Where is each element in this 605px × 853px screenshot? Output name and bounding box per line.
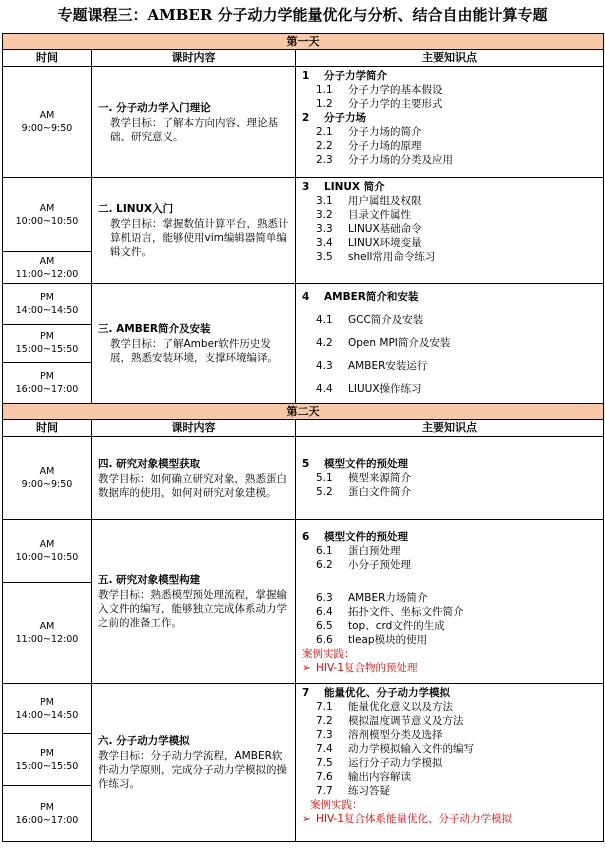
lesson-chapter: 二. LINUX入门 [98,203,174,215]
day1-header-row [3,34,604,50]
time-range: 10:00~10:50 [15,215,79,227]
knowledge-item: 5.2 蛋白文件简介 [316,486,411,498]
time-slot [3,684,92,734]
time-slot [3,786,92,842]
day1-row-1 [3,67,604,178]
time-slot [3,252,92,284]
knowledge-item: 7.2 模拟温度调节意义及方法 [316,715,464,727]
col-header-content: 课时内容 [92,50,296,67]
period: AM [39,110,55,121]
knowledge-item: 1.2 分子力学的主要形式 [316,98,443,110]
lesson-cell [92,437,296,520]
lesson-goal: 教学目标：熟悉模型预处理流程，掌握输入文件的编写，能够独立完成体系动力学之前的准备工作。 [98,589,287,629]
schedule-table [2,33,604,842]
knowledge-cell [296,520,604,583]
lesson-goal: 教学目标：分子动力学流程，AMBER软件动力学原则，完成分子动力学模拟的操作练习。 [98,750,287,790]
arrow-bullet-icon: ➢ [302,813,311,825]
knowledge-item: 6.3 AMBER力场简介 [316,591,428,604]
case-item: ➢ HIV-1复合体系能量优化、分子动力学模拟 [302,813,513,825]
lesson-goal: 教学目标：了解Amber软件历史发展，熟悉安装环境，支撑环境编译。 [110,338,278,364]
time-range: 15:00~15:50 [15,760,79,772]
day1-label: 第一天 [3,34,604,50]
time-slot [3,284,92,325]
time-range: 15:00~15:50 [15,344,79,356]
lesson-chapter: 六. 分子动力学模拟 [98,735,190,747]
knowledge-item: 3.5 shell常用命令练习 [316,251,436,263]
knowledge-cell [296,684,604,842]
period: AM [39,255,55,267]
knowledge-item: 3.3 LINUX基础命令 [316,223,422,235]
day1-column-headers [3,50,604,67]
knowledge-cell [296,67,604,178]
time-slot [3,437,92,520]
knowledge-section: 7 能量优化、分子动力学模拟 [302,687,450,699]
period: PM [40,696,54,708]
case-item: ➢ HIV-1复合物的预处理 [302,661,418,674]
day2-row-4 [3,684,604,734]
lesson-goal: 教学目标：了解本方向内容、理论基础、研究意义。 [110,116,278,143]
day2-row-1 [3,437,604,520]
period: PM [40,291,54,303]
lesson-chapter: 三. AMBER简介及安装 [98,323,211,335]
knowledge-section: 4 AMBER简介和安装 [302,291,419,303]
knowledge-section: 6 模型文件的预处理 [302,531,408,544]
period: AM [39,202,55,214]
knowledge-item: 3.2 目录文件属性 [316,209,411,221]
case-label: 案例实践： [302,647,355,660]
time-slot [3,363,92,404]
knowledge-item: 1.1 分子力学的基本假设 [316,84,443,96]
time-range: 11:00~12:00 [15,268,79,280]
knowledge-item: 7.6 输出内容解读 [316,771,411,783]
time-range: 14:00~14:50 [15,709,79,721]
knowledge-section: 5 模型文件的预处理 [302,458,408,470]
time-range: 14:00~14:50 [15,304,79,316]
knowledge-item: 7.5 运行分子动力学模拟 [316,757,443,769]
time-slot [3,734,92,786]
col-header-knowledge: 主要知识点 [296,50,604,67]
lesson-cell [92,67,296,178]
col-header-content: 课时内容 [92,420,296,437]
case-label: 案例实践： [310,799,363,811]
period: AM [39,621,55,632]
knowledge-item: 7.7 练习答疑 [316,785,390,797]
page-title: 专题课程三：AMBER 分子动力学能量优化与分析、结合自由能计算专题 [57,6,548,24]
day2-column-headers [3,420,604,437]
lesson-cell [92,520,296,684]
lesson-goal: 教学目标：如何确立研究对象，熟悉蛋白数据库的使用，如何对研究对象建模。 [98,472,287,499]
knowledge-item: 7.1 能量优化意义以及方法 [316,701,453,713]
time-range: 10:00~10:50 [15,552,79,563]
time-slot [3,520,92,583]
knowledge-item: 2.3 分子力场的分类及应用 [316,154,453,166]
day2-header-row [3,404,604,420]
knowledge-item: 4.3 AMBER安装运行 [316,360,428,372]
time-range: 9:00~9:50 [21,479,73,490]
col-header-time: 时间 [3,420,92,437]
lesson-chapter: 五. 研究对象模型构建 [98,574,201,586]
time-slot [3,67,92,178]
knowledge-item: 4.4 LIUUX操作练习 [316,383,422,395]
knowledge-item: 6.2 小分子预处理 [316,559,411,572]
knowledge-item: 6.5 top、crd文件的生成 [316,619,445,632]
knowledge-section: 3 LINUX 简介 [302,181,385,193]
knowledge-item: 7.4 动力学模拟输入文件的编写 [316,743,474,755]
knowledge-cell [296,583,604,684]
knowledge-item: 7.3 溶剂模型分类及选择 [316,729,443,741]
day1-row-4 [3,284,604,325]
day1-row-2 [3,178,604,252]
period: AM [39,466,55,477]
knowledge-item: 4.1 GCC简介及安装 [316,314,424,326]
knowledge-item: 6.1 蛋白预处理 [316,545,401,558]
knowledge-item: 2.1 分子力场的简介 [316,126,422,138]
lesson-cell [92,178,296,284]
knowledge-item: 6.4 拓扑文件、坐标文件简介 [316,605,464,618]
knowledge-section: 2 分子力场 [302,112,366,124]
day2-label: 第二天 [3,404,604,420]
knowledge-item: 4.2 Open MPI简介及安装 [316,337,451,349]
knowledge-section: 1 分子力学简介 [302,70,387,82]
col-header-knowledge: 主要知识点 [296,420,604,437]
time-range: 11:00~12:00 [15,634,79,645]
time-slot [3,324,92,363]
lesson-cell [92,684,296,842]
knowledge-cell [296,284,604,404]
lesson-goal: 教学目标：掌握数值计算平台，熟悉计算机语言，能够使用vim编辑器简单编辑文件。 [110,218,289,258]
period: PM [40,747,54,759]
col-header-time: 时间 [3,50,92,67]
time-range: 9:00~9:50 [21,123,73,134]
time-range: 16:00~17:00 [15,814,79,826]
period: PM [40,801,54,813]
period: PM [40,331,54,343]
period: PM [40,371,54,383]
knowledge-item: 3.1 用户属组及权限 [316,195,422,207]
knowledge-item: 5.1 模型来源简介 [316,472,411,484]
knowledge-item: 6.6 tleap模块的使用 [316,633,428,646]
lesson-chapter: 四. 研究对象模型获取 [98,457,201,470]
arrow-bullet-icon: ➢ [302,661,311,674]
period: AM [39,539,55,550]
day2-row-2 [3,520,604,583]
time-slot [3,583,92,684]
knowledge-cell [296,178,604,284]
knowledge-item: 2.2 分子力场的原理 [316,140,422,152]
time-slot [3,178,92,252]
knowledge-item: 3.4 LINUX环境变量 [316,237,422,249]
lesson-chapter: 一. 分子动力学入门理论 [98,101,211,114]
knowledge-cell [296,437,604,520]
lesson-cell [92,284,296,404]
time-range: 16:00~17:00 [15,384,79,396]
